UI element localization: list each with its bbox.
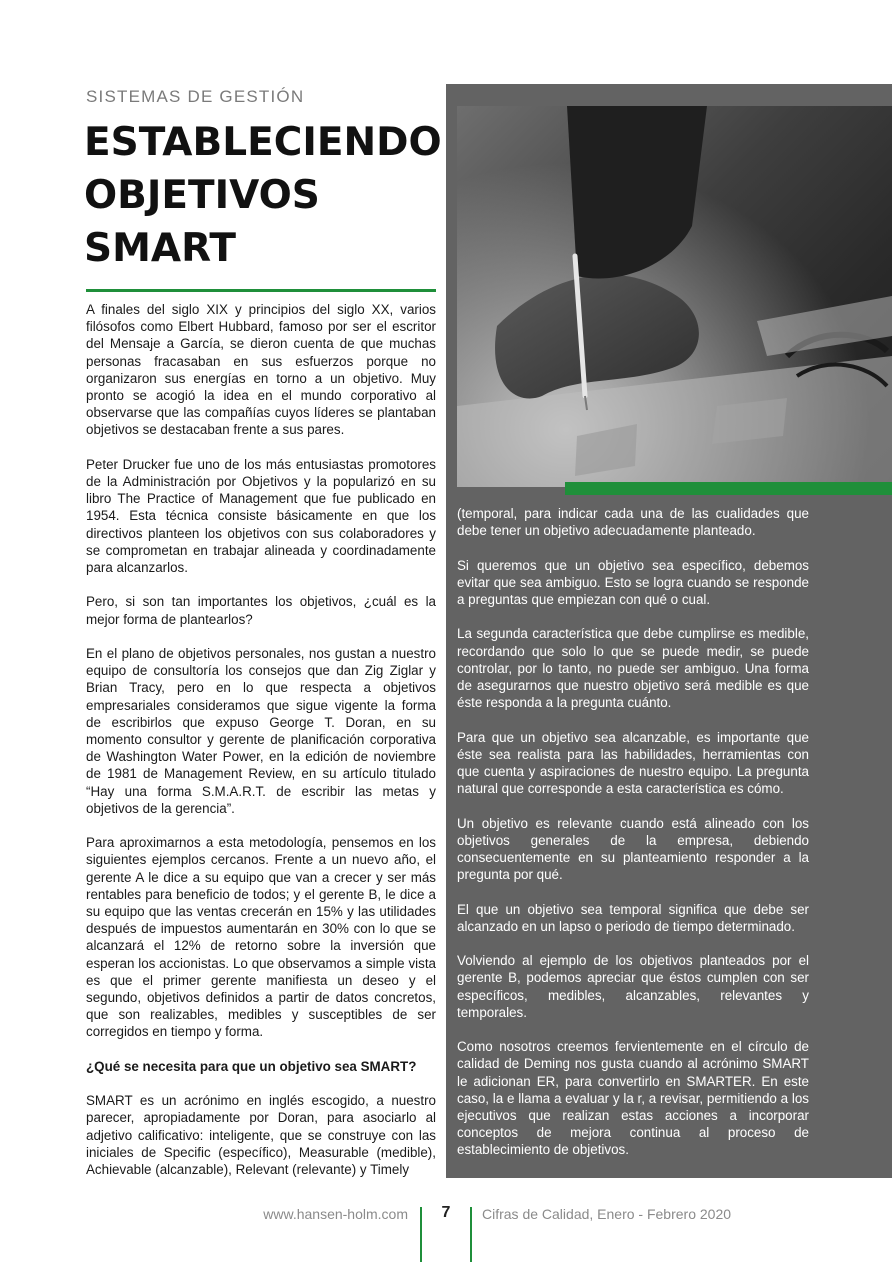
body-paragraph: Volviendo al ejemplo de los objetivos planteados por el gerente B, podemos apreciar que éstos cumplen con ser específicos, medibles, alcanzables, relevantes y temporales. — [457, 953, 809, 1020]
body-paragraph: Peter Drucker fue uno de los más entusiastas promotores de la Administración por Objetivos y la popularizó en su libro The Practice of Management que fue publicado en 1954. Esta técnica consiste básicamente en que los directivos planteen los objetivos con sus colaboradores y se comprometan en trabajar alineada y coordinadamente para alcanzarlos. — [86, 456, 436, 576]
footer-publication: Cifras de Calidad, Enero - Febrero 2020 — [482, 1206, 732, 1222]
section-label: SISTEMAS DE GESTIÓN — [86, 87, 305, 106]
article-title-line: SMART — [84, 226, 236, 271]
left-column — [86, 301, 436, 1178]
body-paragraph: La segunda característica que debe cumplirse es medible, recordando que solo lo que se puede medir, se puede controlar, por lo tanto, no puede ser ambiguo. Una forma de asegurarnos que nuestro objetivo será medible es que éste responda a la pregunta cuánto. — [457, 626, 809, 711]
title-divider — [86, 289, 436, 292]
body-paragraph: Para aproximarnos a esta metodología, pensemos en los siguientes ejemplos cercanos. Frente a un nuevo año, el gerente A le dice a su equipo que van a crecer y ser más rentables para beneficio de todos; y el gerente B, le dice a su equipo que las ventas crecerán en 15% y las utilidades después de impuestos aumentarán en 30% con lo que se alcanzará el 12% de retorno sobre la inversión que esperan los accionistas. Lo que observamos a simple vista es que el primer gerente manifiesta un deseo y el segundo, objetivos definidos a partir de datos concretos, que son realizables, medibles y susceptibles de ser corregidos en tiempo y forma. — [86, 835, 436, 1040]
body-paragraph: El que un objetivo sea temporal significa que debe ser alcanzado en un lapso o periodo de tiempo determinado. — [457, 901, 809, 934]
article-title — [84, 116, 442, 275]
photo-illustration — [457, 106, 892, 487]
photo-accent-bar — [565, 482, 892, 495]
footer-website-link[interactable]: www.hansen-holm.com — [263, 1206, 408, 1222]
body-paragraph: A finales del siglo XIX y principios del siglo XX, varios filósofos como Elbert Hubbard, famoso por ser el escritor del Mensaje a García, se dieron cuenta de que muchas personas fracasaban en sus esfuerzos porque no organizaron sus energías en torno a un objetivo. Muy pronto se acogió la idea en el mundo corporativo al observarse que las compañías cuyos líderes se plantaban objetivos se destacaban frente a sus pares. — [86, 302, 436, 438]
article-title-line: OBJETIVOS — [84, 173, 320, 218]
body-paragraph: (temporal, para indicar cada una de las cualidades que debe tener un objetivo adecuadamente planteado. — [457, 506, 809, 539]
body-paragraph: Un objetivo es relevante cuando está alineado con los objetivos generales de la empresa, debiendo consecuentemente en su planteamiento responder a la pregunta por qué. — [457, 815, 809, 883]
body-paragraph: En el plano de objetivos personales, nos gustan a nuestro equipo de consultoría los consejos que dan Zig Ziglar y Brian Tracy, pero en lo que respecta a objetivos empresariales consideramos que sigue vigente la forma de escribirlos que expuso George T. Doran, en su momento consultor y gerente de planificación corporativa de Washington Water Power, en la edición de noviembre de 1981 de Management Review, en su artículo titulado “Hay una forma S.M.A.R.T. de escribir las metas y objetivos de la gerencia”. — [86, 646, 436, 816]
footer-divider — [470, 1207, 472, 1262]
body-paragraph: SMART es un acrónimo en inglés escogido, a nuestro parecer, apropiadamente por Doran, para asociarlo al adjetivo calificativo: inteligente, que se construye con las iniciales de Specific (específico), Measurable (medible), Achievable (alcanzable), Relevant (relevante) y Timely — [86, 1093, 436, 1178]
article-photo — [457, 106, 892, 487]
body-paragraph: Para que un objetivo sea alcanzable, es importante que éste sea realista para las habilidades, herramientas con que cuenta y aspiraciones de nuestro equipo. La pregunta natural que corresponde a esta característica es cómo. — [457, 729, 809, 797]
article-title-line: ESTABLECIENDO — [84, 120, 442, 165]
right-column — [457, 505, 809, 1159]
body-paragraph: Como nosotros creemos fervientemente en el círculo de calidad de Deming nos gusta cuando al acrónimo SMART le adicionan ER, para convertirlo en SMARTER. En este caso, la e llama a evaluar y la r, a revisar, permitiendo a los ejecutivos que realizan estas acciones a incorporar conceptos de mejora continua al proceso de establecimiento de objetivos. — [457, 1039, 809, 1158]
page-number: 7 — [441, 1204, 451, 1221]
body-paragraph: Si queremos que un objetivo sea específico, debemos evitar que sea ambiguo. Esto se logra cuando se responde a preguntas que empiezan con qué o cual. — [457, 557, 809, 607]
body-paragraph: Pero, si son tan importantes los objetivos, ¿cuál es la mejor forma de plantearlos? — [86, 594, 436, 627]
subheading: ¿Qué se necesita para que un objetivo sea SMART? — [86, 1058, 417, 1074]
